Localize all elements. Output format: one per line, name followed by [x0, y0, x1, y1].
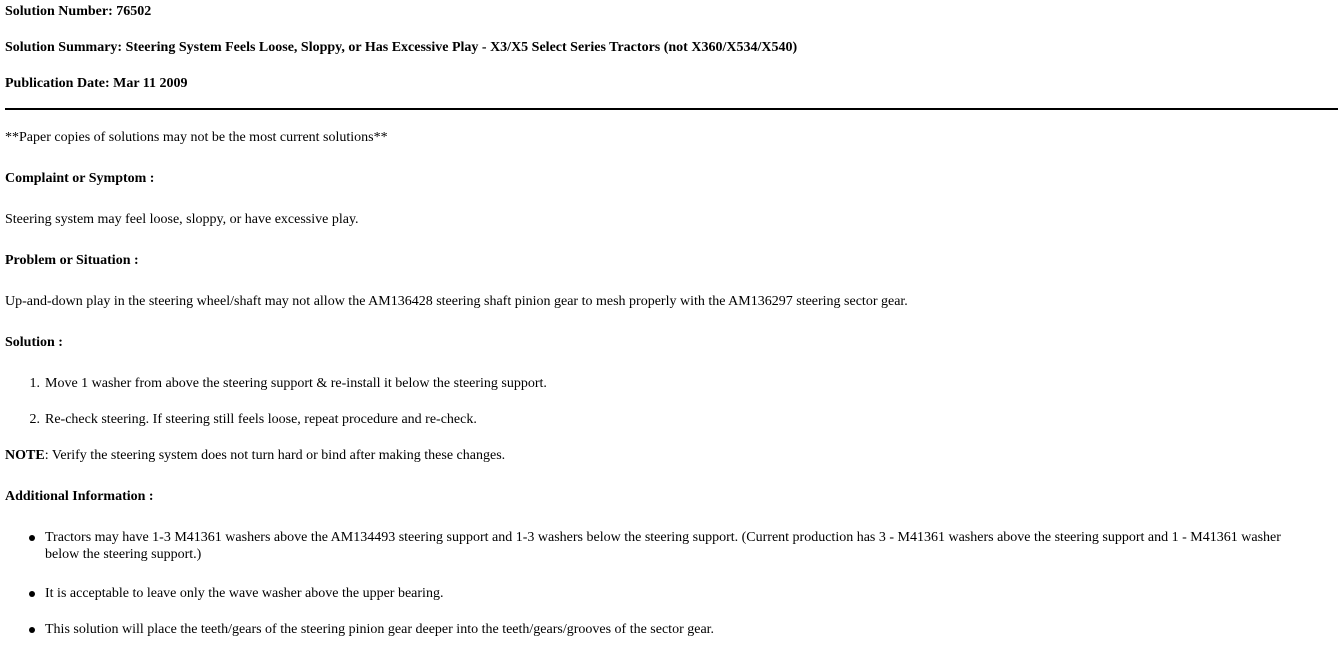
- complaint-heading: Complaint or Symptom :: [5, 171, 155, 186]
- complaint-text: Steering system may feel loose, sloppy, or have excessive play.: [5, 212, 359, 227]
- bullet-icon: [29, 535, 35, 541]
- note: [5, 447, 505, 464]
- step-number: 2.: [29, 412, 40, 427]
- solution-heading: Solution :: [5, 335, 63, 350]
- step-number: 1.: [29, 376, 40, 391]
- additional-item: This solution will place the teeth/gears of the steering pinion gear deeper into the teeth/gears/grooves of the sector gear.: [45, 622, 715, 637]
- note-label: NOTE: [5, 448, 45, 463]
- publication-date: Publication Date: Mar 11 2009: [5, 76, 188, 91]
- paper-notice: **Paper copies of solutions may not be the most current solutions**: [5, 130, 388, 145]
- solution-step: Move 1 washer from above the steering support & re-install it below the steering support.: [45, 376, 547, 391]
- problem-heading: Problem or Situation :: [5, 253, 139, 268]
- solution-summary: Solution Summary: Steering System Feels Loose, Sloppy, or Has Excessive Play - X3/X5 Select Series Tractors (not X360/X534/X540): [5, 40, 798, 55]
- note-text: : Verify the steering system does not turn hard or bind after making these changes.: [44, 448, 506, 463]
- additional-item: It is acceptable to leave only the wave washer above the upper bearing.: [45, 586, 444, 601]
- solution-step: Re-check steering. If steering still feels loose, repeat procedure and re-check.: [45, 412, 477, 427]
- bullet-icon: [29, 627, 35, 633]
- problem-text: Up-and-down play in the steering wheel/shaft may not allow the AM136428 steering shaft pinion gear to mesh properly with the AM136297 steering sector gear.: [5, 294, 908, 309]
- additional-heading: Additional Information :: [5, 489, 154, 504]
- bullet-icon: [29, 591, 35, 597]
- solution-number: Solution Number: 76502: [5, 4, 152, 19]
- header-divider: [5, 108, 1338, 110]
- additional-item: Tractors may have 1-3 M41361 washers above the AM134493 steering support and 1-3 washers below the steering support. (Current production has 3 - M41361 washers above the steering support and 1 - M41361 washer below the steering support.): [45, 530, 1281, 562]
